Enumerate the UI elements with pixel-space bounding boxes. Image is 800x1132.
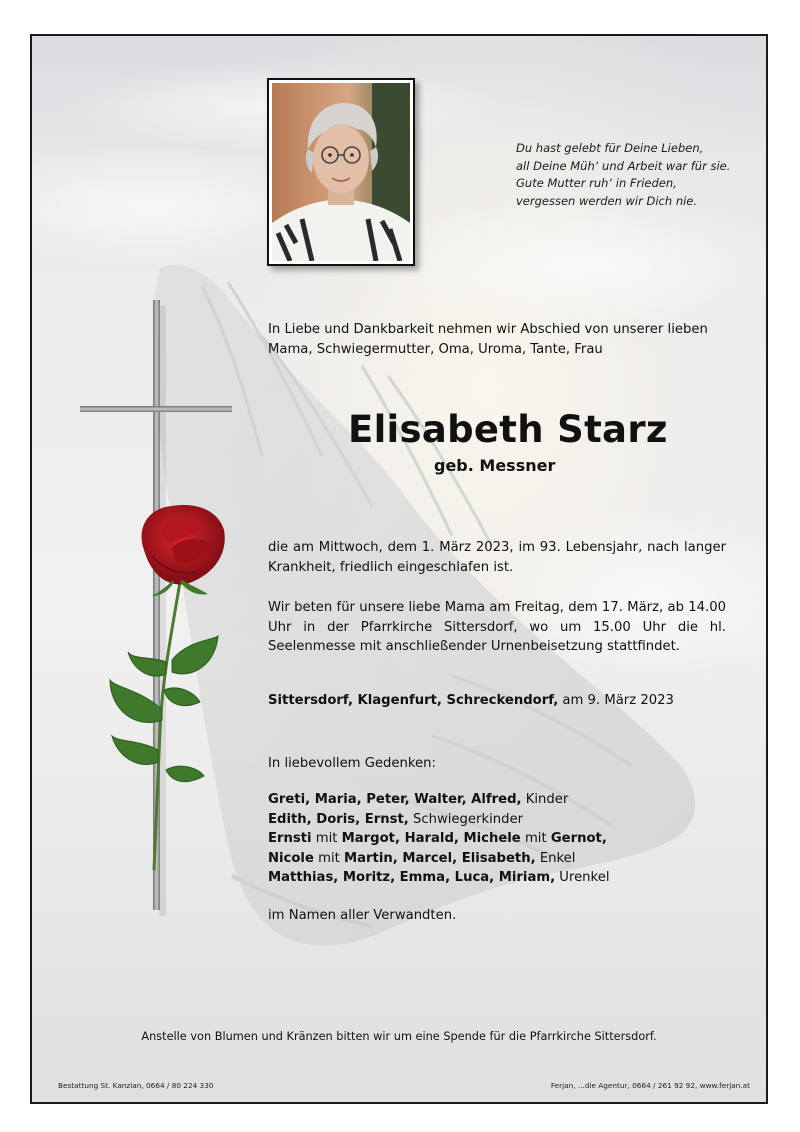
portrait-photo <box>267 78 415 266</box>
maiden-name: geb. Messner <box>434 456 556 475</box>
grandchild-partner-names: Margot, Harald, Michele <box>341 831 521 846</box>
grandchild-name: Nicole <box>268 850 314 866</box>
place-date <box>268 691 726 711</box>
obituary-card <box>30 34 768 1104</box>
cross-horizontal-beam <box>80 406 232 412</box>
grandchild-name: Ernsti <box>268 831 312 846</box>
gedenken-label: In liebevollem Gedenken: <box>268 756 436 771</box>
grandchild-partner-names: Martin, Marcel, Elisabeth, <box>343 850 536 866</box>
cross-with-rose <box>76 300 236 920</box>
poem <box>516 140 746 210</box>
deceased-name: Elisabeth Starz <box>348 408 668 451</box>
grandchild-partner-name: Gernot, <box>550 831 607 846</box>
family-row-children <box>268 790 726 810</box>
connector-text: mit <box>311 831 342 846</box>
poem-line: all Deine Müh‘ und Arbeit war für sie. <box>516 158 731 173</box>
poem-line: vergessen werden wir Dich nie. <box>516 193 698 208</box>
intro-line-1: In Liebe und Dankbarkeit nehmen wir Abschied von unserer lieben <box>268 322 708 337</box>
family-list <box>268 790 726 888</box>
grandchildren-role: Enkel <box>535 850 576 866</box>
signoff: im Namen aller Verwandten. <box>268 908 457 923</box>
service-notice: Wir beten für unsere liebe Mama am Freitag, dem 17. März, ab 14.00 Uhr in der Pfarrkirche Sittersdorf, wo um 15.00 Uhr die hl. Seelenmesse mit anschließender Urnenbeisetzung stattfindet. <box>268 600 726 654</box>
footer-funeral-home: Bestattung St. Kanzian, 0664 / 80 224 330 <box>58 1081 214 1090</box>
place-names: Sittersdorf, Klagenfurt, Schreckendorf, <box>268 693 559 708</box>
death-notice: die am Mittwoch, dem 1. März 2023, im 93. Lebensjahr, nach langer Krankheit, friedlich eingeschlafen ist. <box>268 540 726 575</box>
in-law-role: Schwiegerkinder <box>408 811 524 827</box>
family-row-in-laws <box>268 810 726 830</box>
great-grandchildren-role: Urenkel <box>555 870 610 885</box>
portrait-image <box>272 83 410 261</box>
great-grandchildren-names: Matthias, Moritz, Emma, Luca, Miriam, <box>268 870 556 885</box>
children-role: Kinder <box>521 792 569 807</box>
poem-line: Du hast gelebt für Deine Lieben, <box>516 141 704 155</box>
connector-text: mit <box>313 850 344 866</box>
poem-line: Gute Mutter ruh‘ in Frieden, <box>516 176 677 190</box>
family-row-grandchildren-1 <box>268 829 726 849</box>
children-names: Greti, Maria, Peter, Walter, Alfred, <box>268 792 522 807</box>
intro-line-2: Mama, Schwiegermutter, Oma, Uroma, Tante, Frau <box>268 341 603 357</box>
footer-agency: Ferjan, ...die Agentur, 0664 / 261 92 92, www.ferjan.at <box>550 1081 750 1090</box>
intro-text <box>268 320 726 359</box>
connector-text: mit <box>520 831 551 846</box>
donation-note: Anstelle von Blumen und Kränzen bitten wir um eine Spende für die Pfarrkirche Sittersdorf. <box>141 1030 657 1043</box>
notice-date: am 9. März 2023 <box>558 693 674 708</box>
family-row-grandchildren-2 <box>268 849 726 869</box>
in-law-names: Edith, Doris, Ernst, <box>268 811 409 827</box>
family-row-great-grandchildren <box>268 868 726 888</box>
